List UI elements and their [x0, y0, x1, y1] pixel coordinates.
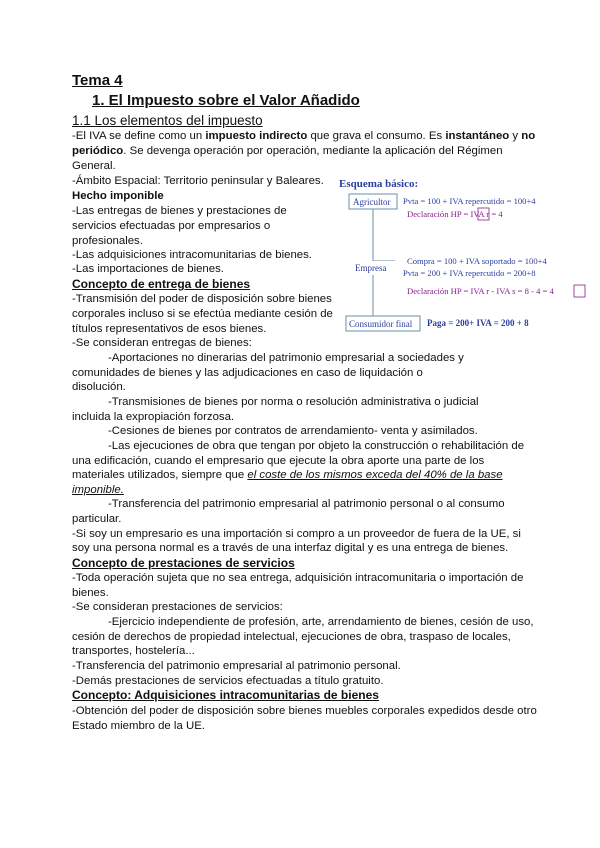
prestaciones-line: -Ejercicio independiente de profesión, arte, arrendamiento de bienes, cesión de uso, — [108, 616, 534, 628]
entrega-item: -Las ejecuciones de obra que tengan por objeto la construcción o rehabilitación de — [108, 440, 525, 452]
intro-line-1: -El IVA se define como un impuesto indirecto que grava el consumo. Es instantáneo y no — [72, 130, 536, 142]
hecho-line: -Las importaciones de bienes. — [72, 263, 224, 275]
entrega-item: comunidades de bienes y las adjudicaciones en caso de liquidación o — [72, 367, 423, 379]
empresa-sale: Pvta = 200 + IVA repercutido = 200+8 — [403, 268, 536, 278]
prestaciones-line: -Transferencia del patrimonio empresarial al patrimonio personal. — [72, 660, 401, 672]
entrega-item: incluida la expropiación forzosa. — [72, 411, 235, 423]
empresa-result-box — [574, 285, 585, 297]
agricultor-declaration: Declaración HP = IVA r = 4 — [407, 209, 503, 219]
prestaciones-heading: Concepto de prestaciones de servicios — [72, 556, 295, 570]
consumidor-label: Consumidor final — [349, 319, 413, 329]
entrega-item: -Transferencia del patrimonio empresarial al patrimonio personal o al consumo — [108, 498, 505, 510]
intro-line-2: periódico. Se devenga operación por operación, mediante la aplicación del Régimen — [72, 145, 503, 157]
entrega-item: una edificación, cuando el empresario que ejecute la obra aporte una parte de los — [72, 455, 485, 467]
entrega-line: corporales incluso si se efectúa mediante cesión de — [72, 308, 333, 320]
hecho-line: -Las adquisiciones intracomunitarias de bienes. — [72, 249, 312, 261]
entrega-item: -Si soy un empresario es una importación si compro a un proveedor de fuera de la UE, si — [72, 528, 521, 540]
prestaciones-line: cesión de derechos de propiedad intelectual, ejecuciones de obra, traspaso de locales, — [72, 631, 511, 643]
consumidor-pays: Paga = 200+ IVA = 200 + 8 — [427, 318, 529, 328]
prestaciones-line: transportes, hostelería... — [72, 645, 195, 657]
empresa-declaration: Declaración HP = IVA r - IVA s = 8 - 4 = 4 — [407, 286, 554, 296]
entrega-heading: Concepto de entrega de bienes — [72, 277, 251, 291]
entrega-item: particular. — [72, 513, 122, 525]
entrega-item: -Aportaciones no dinerarias del patrimonio empresarial a sociedades y — [108, 352, 464, 364]
section-title: 1.1 Los elementos del impuesto — [72, 113, 263, 128]
agricultor-label: Agricultor — [353, 197, 391, 207]
intro-line-3: General. — [72, 160, 116, 172]
entrega-item: disolución. — [72, 381, 126, 393]
entrega-item: -Transmisiones de bienes por norma o resolución administrativa o judicial — [108, 396, 479, 408]
entrega-item: materiales utilizados, siempre que el coste de los mismos exceda del 40% de la base — [72, 469, 503, 481]
tema-heading: Tema 4 — [72, 72, 123, 89]
entrega-line: títulos representativos de esos bienes. — [72, 323, 267, 335]
entrega-line: -Transmisión del poder de disposición sobre bienes — [72, 293, 332, 305]
empresa-purchase: Compra = 100 + IVA soportado = 100+4 — [407, 256, 547, 266]
empresa-label: Empresa — [355, 263, 387, 273]
entrega-item: -Cesiones de bienes por contratos de arrendamiento- venta y asimilados. — [108, 425, 478, 437]
esquema-diagram — [333, 175, 595, 335]
hecho-heading: Hecho imponible — [72, 190, 164, 202]
adquisiciones-heading: Concepto: Adquisiciones intracomunitarias de bienes — [72, 688, 379, 702]
ambito-line: -Ámbito Espacial: Territorio peninsular y Baleares. — [72, 175, 324, 187]
chapter-title: 1. El Impuesto sobre el Valor Añadido — [92, 92, 360, 109]
prestaciones-line: -Demás prestaciones de servicios efectuadas a título gratuito. — [72, 675, 384, 687]
adquisiciones-line: -Obtención del poder de disposición sobre bienes muebles corporales expedidos desde otro — [72, 705, 537, 717]
prestaciones-line: bienes. — [72, 587, 109, 599]
prestaciones-line: -Se consideran prestaciones de servicios: — [72, 601, 283, 613]
hecho-line: profesionales. — [72, 235, 143, 247]
adquisiciones-line: Estado miembro de la UE. — [72, 720, 205, 732]
diagram-title: Esquema básico: — [339, 178, 419, 190]
hecho-line: -Las entregas de bienes y prestaciones de — [72, 205, 287, 217]
hecho-line: servicios efectuadas por empresarios o — [72, 220, 271, 232]
entrega-line: -Se consideran entregas de bienes: — [72, 337, 252, 349]
entrega-item: imponible. — [72, 484, 124, 496]
prestaciones-line: -Toda operación sujeta que no sea entrega, adquisición intracomunitaria o importación de — [72, 572, 524, 584]
agricultor-sale: Pvta = 100 + IVA repercutido = 100+4 — [403, 196, 536, 206]
entrega-item: soy una persona normal es a través de una interfaz digital y es una entrega de bienes. — [72, 542, 509, 554]
